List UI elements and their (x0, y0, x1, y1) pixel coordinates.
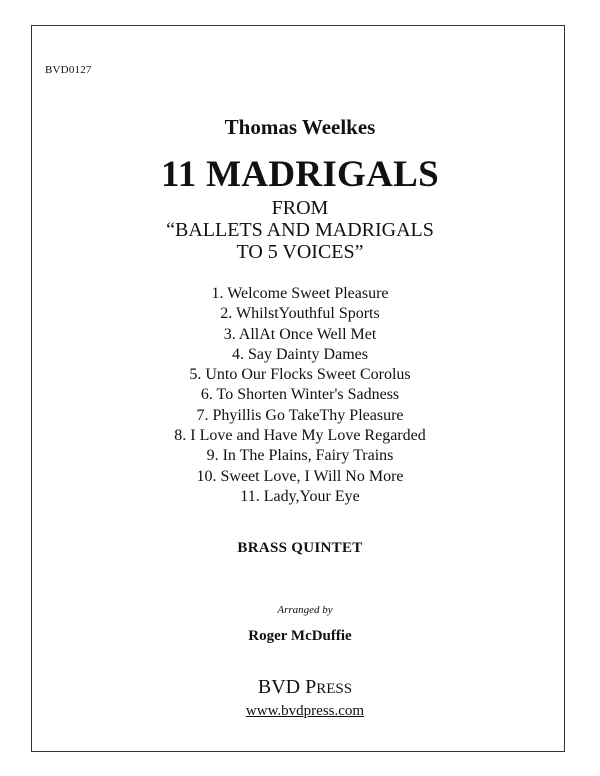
piece-item: 3. AllAt Once Well Met (223, 325, 377, 343)
ensemble-label: BRASS QUINTET (237, 540, 363, 556)
website-link[interactable]: www.bvdpress.com (245, 703, 365, 719)
piece-item: 6. To Shorten Winter's Sadness (200, 386, 400, 404)
piece-item: 1. Welcome Sweet Pleasure (211, 285, 389, 302)
piece-item: 7. Phyillis Go TakeThy Pleasure (196, 406, 404, 424)
arranger-name: Roger McDuffie (248, 628, 352, 644)
piece-item: 10. Sweet Love, I Will No More (196, 467, 404, 485)
composer-name: Thomas Weelkes (224, 115, 376, 139)
piece-item: 2. WhilstYouthful Sports (220, 305, 380, 323)
piece-item: 11. Lady,Your Eye (240, 487, 360, 505)
subtitle-collection-line-2: TO 5 VOICES” (236, 241, 364, 263)
piece-item: 8. I Love and Have My Love Regarded (174, 427, 426, 445)
catalog-number: BVD0127 (45, 64, 92, 76)
piece-item: 9. In The Plains, Fairy Trains (206, 447, 394, 465)
piece-item: 4. Say Dainty Dames (232, 345, 368, 363)
piece-list (0, 284, 600, 507)
main-title: 11 MADRIGALS (160, 154, 440, 195)
publisher-name-small: RESS (316, 681, 353, 697)
publisher-name (5, 676, 600, 699)
subtitle-from: FROM (271, 197, 329, 219)
piece-item: 5. Unto Our Flocks Sweet Corolus (189, 366, 411, 384)
arranged-by-label: Arranged by (277, 604, 333, 616)
subtitle-collection-line-1: “BALLETS AND MADRIGALS (166, 219, 434, 241)
publisher-name-main: BVD P (257, 676, 317, 698)
